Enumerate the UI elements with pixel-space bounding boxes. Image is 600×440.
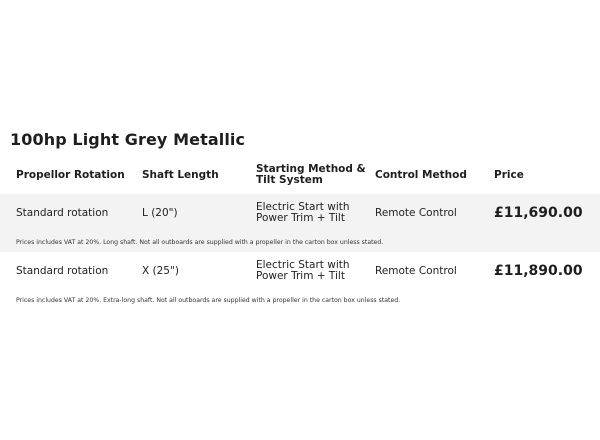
cell-propellor-rotation: Standard rotation [16,206,109,219]
cell-starting-method-line1: Electric Start with [256,259,350,271]
cell-price: £11,890.00 [494,262,583,279]
product-title: 100hp Light Grey Metallic [10,130,246,149]
header-control-method: Control Method [375,168,467,181]
pricing-table [0,156,600,310]
header-propellor-rotation: Propellor Rotation [16,168,125,181]
cell-starting-method-line2: Power Trim + Tilt [256,270,345,282]
cell-starting-method-line1: Electric Start with [256,201,350,213]
table-row-note [0,232,600,252]
cell-propellor-rotation: Standard rotation [16,264,109,277]
cell-shaft-length: X (25") [142,264,179,277]
cell-starting-method-line2: Power Trim + Tilt [256,212,345,224]
table-header-row [0,156,600,194]
cell-control-method: Remote Control [375,206,457,219]
cell-control-method: Remote Control [375,264,457,277]
header-shaft-length: Shaft Length [142,168,219,181]
header-starting-method [256,156,371,194]
table-row [0,194,600,232]
cell-price: £11,690.00 [494,204,583,221]
header-starting-method-line2: Tilt System [256,174,323,186]
header-price: Price [494,168,524,181]
table-row [0,252,600,290]
row-note-text: Prices includes VAT at 20%. Extra-long shaft. Not all outboards are supplied with a propeller in the carton box unless stated. [16,296,401,304]
cell-shaft-length: L (20") [142,206,178,219]
table-row-note [0,290,600,310]
cell-starting-method [256,194,371,232]
header-starting-method-line1: Starting Method & [256,163,366,175]
row-note-text: Prices includes VAT at 20%. Long shaft. Not all outboards are supplied with a propeller in the carton box unless stated. [16,238,384,246]
cell-starting-method [256,252,371,290]
